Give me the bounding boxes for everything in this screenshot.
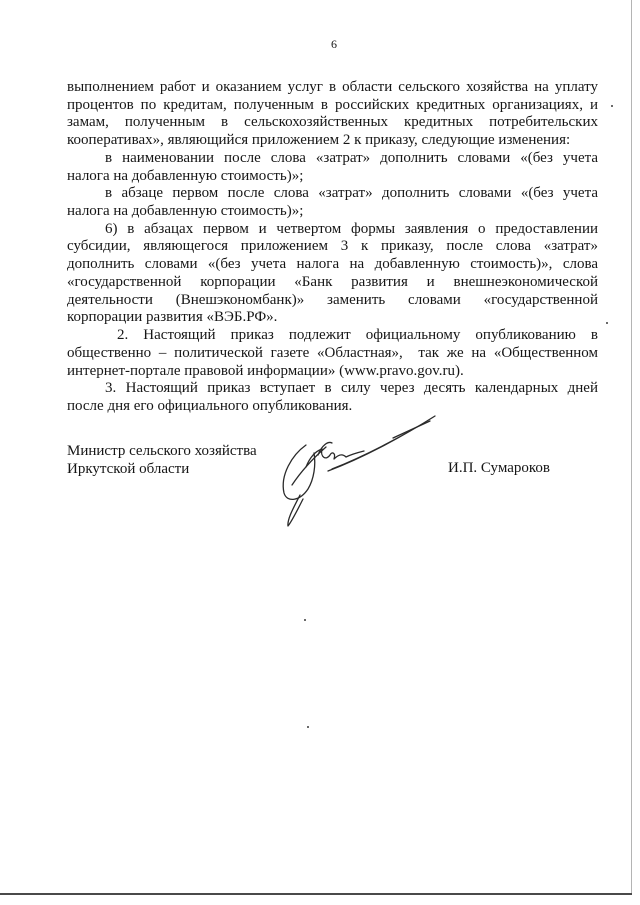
text-line: кооперативах», являющийся приложением 2 к приказу, следующие изменения: bbox=[67, 132, 571, 149]
signatory-title-line: Министр сельского хозяйства bbox=[67, 443, 257, 459]
text-line: замам, полученным в сельскохозяйственных кредитных потребительских bbox=[67, 114, 598, 131]
text-line: 6) в абзацах первом и четвертом формы заявления о предоставлении bbox=[105, 220, 598, 237]
signatory-name: И.П. Сумароков bbox=[448, 460, 551, 476]
paragraph bbox=[67, 79, 598, 150]
text-line: интернет-портале правовой информации» (www.pravo.gov.ru). bbox=[67, 362, 464, 379]
text-line: налога на добавленную стоимость)»; bbox=[67, 167, 304, 184]
text-line: выполнением работ и оказанием услуг в области сельского хозяйства на уплату bbox=[67, 79, 598, 95]
scan-edge-right bbox=[631, 0, 632, 894]
text-line: налога на добавленную стоимость)»; bbox=[67, 203, 304, 220]
scan-edge-bottom bbox=[0, 893, 632, 895]
signature-stroke bbox=[328, 416, 435, 471]
text-line: в наименовании после слова «затрат» дополнить словами «(без учета bbox=[105, 149, 598, 166]
scan-speck bbox=[304, 619, 306, 621]
scan-speck bbox=[307, 726, 309, 728]
signatory-title bbox=[67, 443, 257, 478]
paragraph bbox=[67, 185, 598, 220]
text-line: 2. Настоящий приказ подлежит официальному опубликованию в bbox=[117, 327, 598, 344]
page-number: 6 bbox=[331, 37, 337, 51]
text-line: в абзаце первом после слова «затрат» дополнить словами «(без учета bbox=[105, 185, 598, 202]
paragraph bbox=[67, 150, 598, 185]
text-line: общественно – политической газете «Областная», так же на «Общественном bbox=[67, 344, 598, 361]
text-line: 3. Настоящий приказ вступает в силу через десять календарных дней bbox=[105, 380, 598, 397]
text-line: субсидии, являющегося приложением 3 к приказу, после слова «затрат» bbox=[67, 238, 598, 255]
text-line: корпорации развития «ВЭБ.РФ». bbox=[67, 309, 278, 326]
signatory-title-line: Иркутской области bbox=[67, 460, 190, 477]
text-line: процентов по кредитам, полученным в российских кредитных организациях, и bbox=[67, 96, 598, 113]
paragraph bbox=[67, 221, 598, 327]
text-line: после дня его официального опубликования. bbox=[67, 397, 353, 414]
document-body bbox=[67, 79, 598, 416]
scan-speck bbox=[606, 322, 608, 324]
text-line: деятельности (Внешэкономбанк)» заменить словами «государственной bbox=[67, 291, 598, 308]
handwritten-signature bbox=[270, 405, 445, 530]
text-line: «государственной корпорации «Банк развития и внешнеэкономической bbox=[67, 273, 598, 290]
scan-speck bbox=[611, 105, 613, 107]
paragraph bbox=[67, 327, 598, 380]
signature-stroke bbox=[393, 421, 430, 438]
text-line: дополнить словами «(без учета налога на добавленную стоимость)», слова bbox=[67, 256, 598, 273]
signature-stroke bbox=[283, 445, 315, 499]
